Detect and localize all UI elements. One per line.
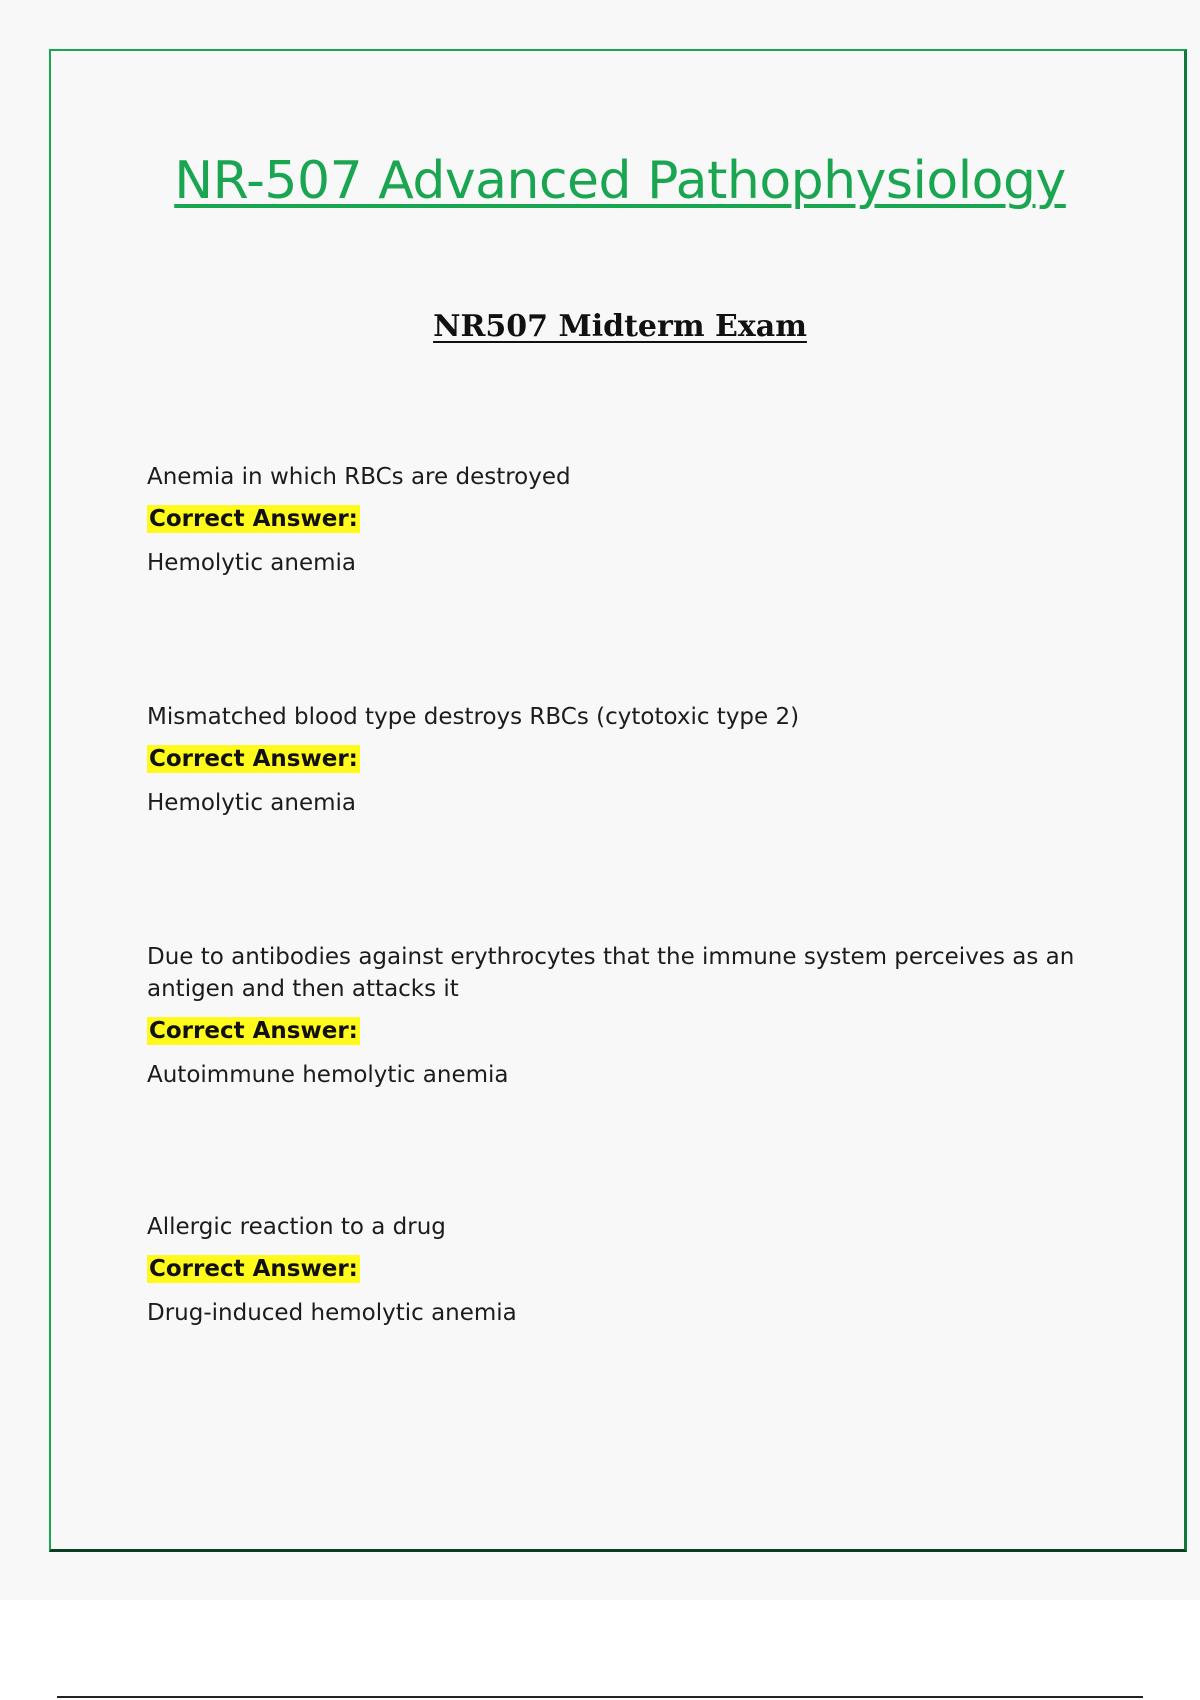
answer-text: Hemolytic anemia [147, 790, 356, 816]
exam-subtitle-text: NR507 Midterm Exam [433, 309, 807, 344]
question-text: Mismatched blood type destroys RBCs (cytotoxic type 2) [147, 704, 800, 730]
correct-answer-label: Correct Answer: [149, 746, 358, 772]
question-text: Allergic reaction to a drug [147, 1214, 446, 1240]
answer-text: Drug-induced hemolytic anemia [147, 1300, 517, 1326]
document-title [51, 146, 1189, 216]
correct-answer-label: Correct Answer: [149, 1018, 358, 1044]
correct-answer-label: Correct Answer: [149, 506, 358, 532]
footer-divider [57, 1696, 1143, 1698]
qa-item-1 [147, 461, 1147, 579]
answer-text: Hemolytic anemia [147, 550, 356, 576]
document-title-text: NR-507 Advanced Pathophysiology [174, 151, 1066, 211]
qa-item-2 [147, 701, 1147, 819]
qa-item-3 [147, 941, 1147, 1091]
correct-answer-label: Correct Answer: [149, 1256, 358, 1282]
content-frame [49, 49, 1187, 1552]
answer-text: Autoimmune hemolytic anemia [147, 1062, 509, 1088]
qa-item-4 [147, 1211, 1147, 1329]
question-text: Due to antibodies against erythrocytes that the immune system perceives as an antigen and then attacks it [147, 944, 1075, 1002]
exam-subtitle [51, 307, 1189, 347]
question-text: Anemia in which RBCs are destroyed [147, 464, 571, 490]
